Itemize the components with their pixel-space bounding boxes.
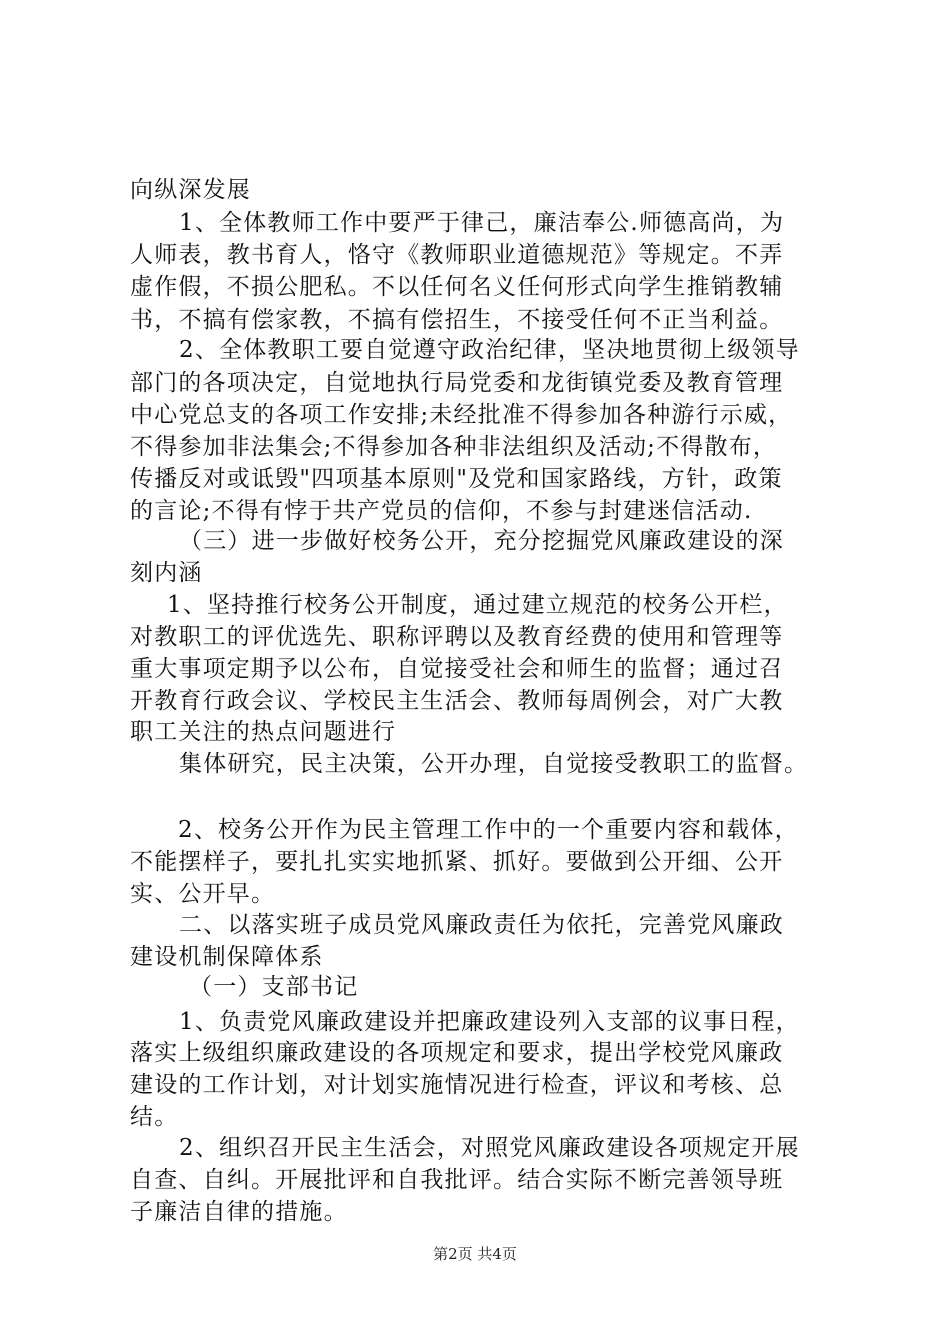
text-line: 1、坚持推行校务公开制度，通过建立规范的校务公开栏， (167, 592, 788, 618)
text-line: 2、组织召开民主生活会，对照党风廉政建设各项规定开展 (179, 1135, 800, 1161)
section-heading: 二、以落实班子成员党风廉政责任为依托，完善党风廉政 (179, 912, 784, 938)
text-line: 落实上级组织廉政建设的各项规定和要求，提出学校党风廉政 (130, 1040, 784, 1066)
text-line: 重大事项定期予以公布，自觉接受社会和师生的监督；通过召 (130, 656, 784, 682)
text-line: 1、全体教师工作中要严于律己，廉洁奉公.师德高尚，为 (179, 210, 785, 236)
text-line: 人师表，教书育人，恪守《教师职业道德规范》等规定。不弄 (130, 242, 784, 268)
text-line: 2、校务公开作为民主管理工作中的一个重要内容和载体， (178, 817, 799, 843)
text-line: 传播反对或诋毁"四项基本原则"及党和国家路线，方针，政策 (130, 466, 783, 492)
text-line: 子廉洁自律的措施。 (130, 1199, 348, 1225)
text-line: 自查、自纠。开展批评和自我批评。结合实际不断完善领导班 (130, 1167, 784, 1193)
text-line: 1、负责党风廉政建设并把廉政建设列入支部的议事日程， (179, 1009, 800, 1035)
text-line: 集体研究，民主决策，公开办理，自觉接受教职工的监督。 (179, 751, 809, 777)
section-heading: 建设机制保障体系 (130, 944, 324, 970)
text-line: 结。 (130, 1104, 179, 1130)
section-heading: 刻内涵 (130, 560, 203, 586)
text-line: 开教育行政会议、学校民主生活会、教师每周例会，对广大教 (130, 688, 784, 714)
text-line: 虚作假，不损公肥私。不以任何名义任何形式向学生推销教辅 (130, 274, 784, 300)
text-line: 实、公开早。 (130, 881, 276, 907)
section-heading: （三）进一步做好校务公开，充分挖掘党风廉政建设的深 (179, 528, 784, 554)
text-line: 书，不搞有偿家教，不搞有偿招生，不接受任何不正当利益。 (130, 307, 784, 333)
text-line: 不能摆样子，要扎扎实实地抓紧、抓好。要做到公开细、公开 (130, 849, 784, 875)
text-line: 建设的工作计划，对计划实施情况进行检查，评议和考核、总 (130, 1072, 784, 1098)
text-line: 的言论;不得有悖于共产党员的信仰，不参与封建迷信活动. (130, 498, 753, 524)
text-line: 职工关注的热点问题进行 (130, 719, 397, 745)
text-line: 不得参加非法集会;不得参加各种非法组织及活动;不得散布， (130, 434, 778, 460)
text-line: 向纵深发展 (130, 177, 251, 203)
text-line: 对教职工的评优选先、职称评聘以及教育经费的使用和管理等 (130, 624, 784, 650)
text-line: 中心党总支的各项工作安排;未经批准不得参加各种游行示威， (130, 402, 793, 428)
text-line: 部门的各项决定，自觉地执行局党委和龙街镇党委及教育管理 (130, 370, 784, 396)
section-heading: （一）支部书记 (189, 974, 359, 1000)
page-number-footer: 第2页 共4页 (433, 1245, 517, 1263)
text-line: 2、全体教职工要自觉遵守政治纪律，坚决地贯彻上级领导 (179, 337, 800, 363)
